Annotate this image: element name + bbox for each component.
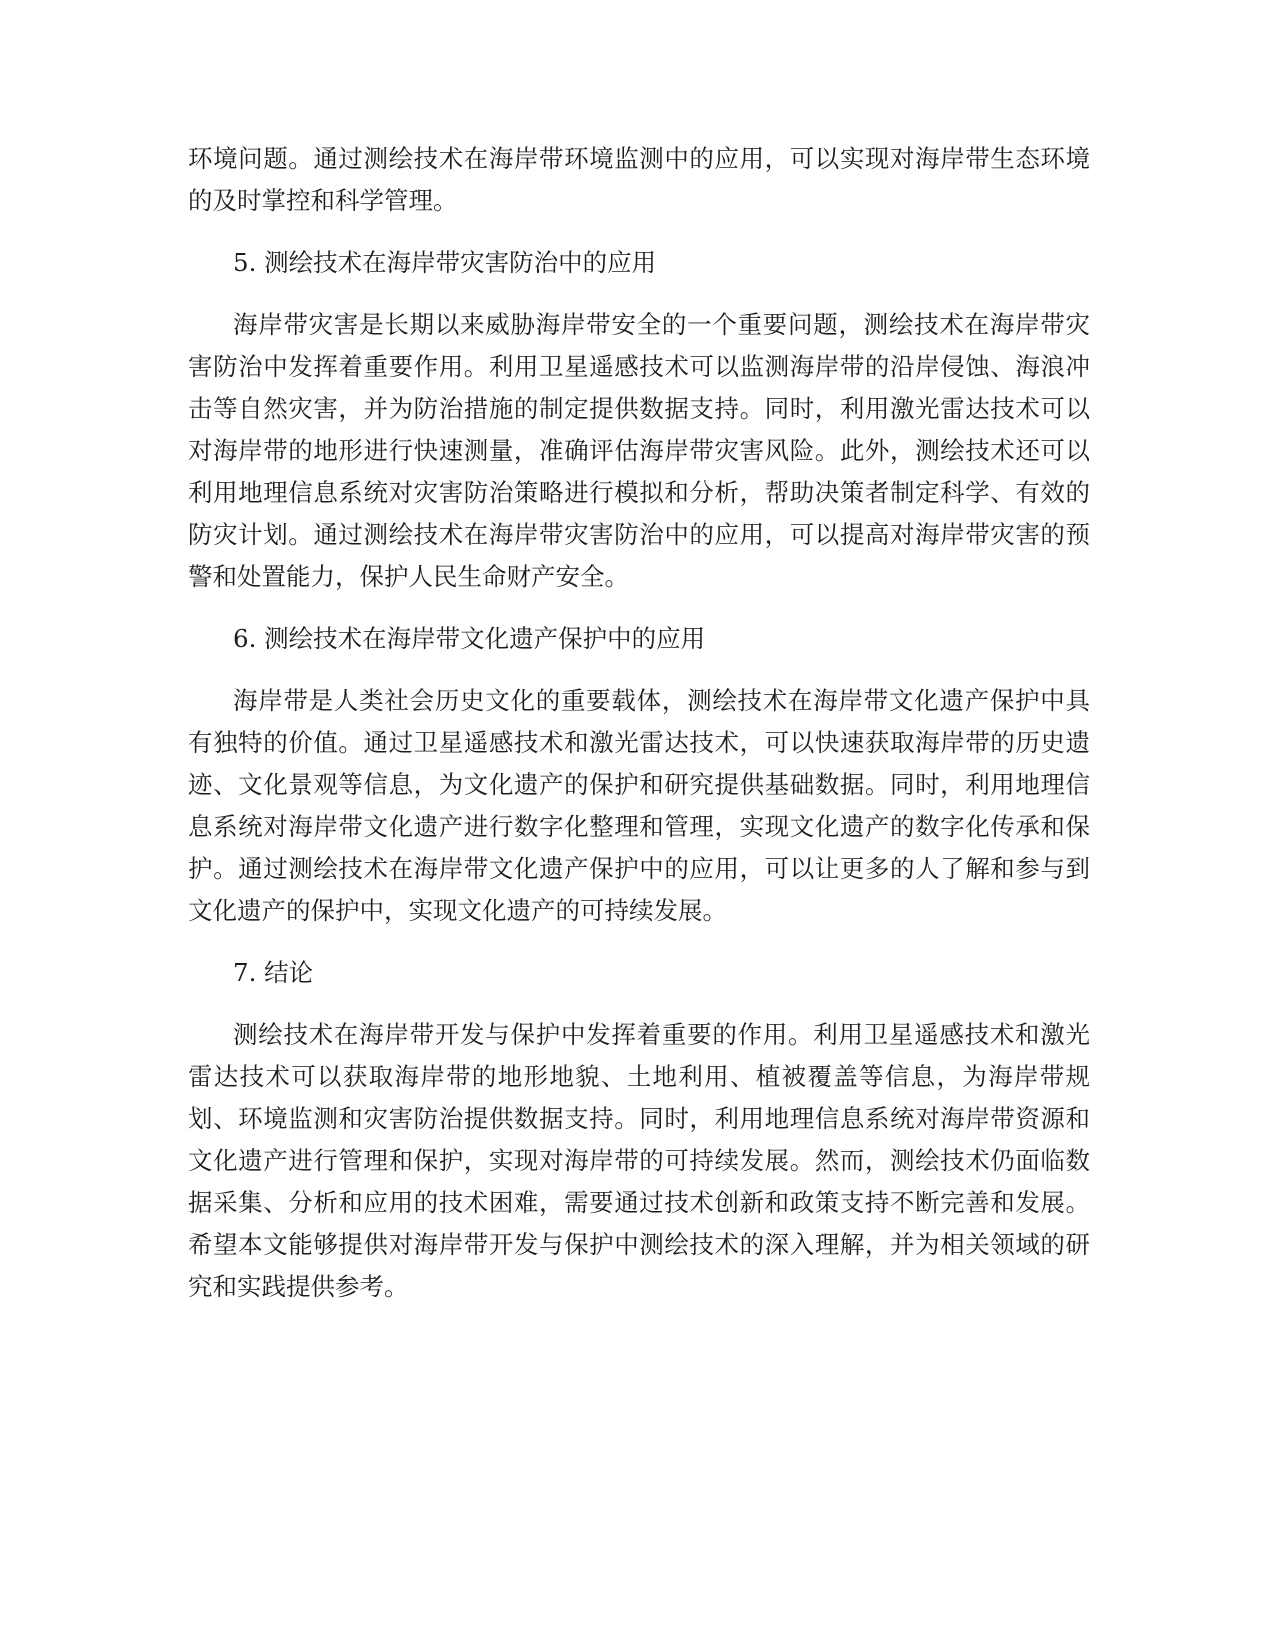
section-heading-7: 7. 结论	[233, 958, 314, 987]
section-heading-6: 6. 测绘技术在海岸带文化遗产保护中的应用	[233, 624, 706, 653]
document-body	[188, 138, 1090, 1328]
paragraph-continuation: 环境问题。通过测绘技术在海岸带环境监测中的应用，可以实现对海岸带生态环境的及时掌控和科学管理。	[188, 144, 1090, 215]
paragraph-conclusion: 测绘技术在海岸带开发与保护中发挥着重要的作用。利用卫星遥感技术和激光雷达技术可以获取海岸带的地形地貌、土地利用、植被覆盖等信息，为海岸带规划、环境监测和灾害防治提供数据支持。同时，利用地理信息系统对海岸带资源和文化遗产进行管理和保护，实现对海岸带的可持续发展。然而，测绘技术仍面临数据采集、分析和应用的技术困难，需要通过技术创新和政策支持不断完善和发展。希望本文能够提供对海岸带开发与保护中测绘技术的深入理解，并为相关领域的研究和实践提供参考。	[188, 1020, 1090, 1301]
paragraph-disaster-prevention: 海岸带灾害是长期以来威胁海岸带安全的一个重要问题，测绘技术在海岸带灾害防治中发挥着重要作用。利用卫星遥感技术可以监测海岸带的沿岸侵蚀、海浪冲击等自然灾害，并为防治措施的制定提供数据支持。同时，利用激光雷达技术可以对海岸带的地形进行快速测量，准确评估海岸带灾害风险。此外，测绘技术还可以利用地理信息系统对灾害防治策略进行模拟和分析，帮助决策者制定科学、有效的防灾计划。通过测绘技术在海岸带灾害防治中的应用，可以提高对海岸带灾害的预警和处置能力，保护人民生命财产安全。	[188, 310, 1090, 591]
paragraph-cultural-heritage: 海岸带是人类社会历史文化的重要载体，测绘技术在海岸带文化遗产保护中具有独特的价值。通过卫星遥感技术和激光雷达技术，可以快速获取海岸带的历史遗迹、文化景观等信息，为文化遗产的保护和研究提供基础数据。同时，利用地理信息系统对海岸带文化遗产进行数字化整理和管理，实现文化遗产的数字化传承和保护。通过测绘技术在海岸带文化遗产保护中的应用，可以让更多的人了解和参与到文化遗产的保护中，实现文化遗产的可持续发展。	[188, 686, 1090, 925]
section-heading-5: 5. 测绘技术在海岸带灾害防治中的应用	[233, 248, 657, 277]
